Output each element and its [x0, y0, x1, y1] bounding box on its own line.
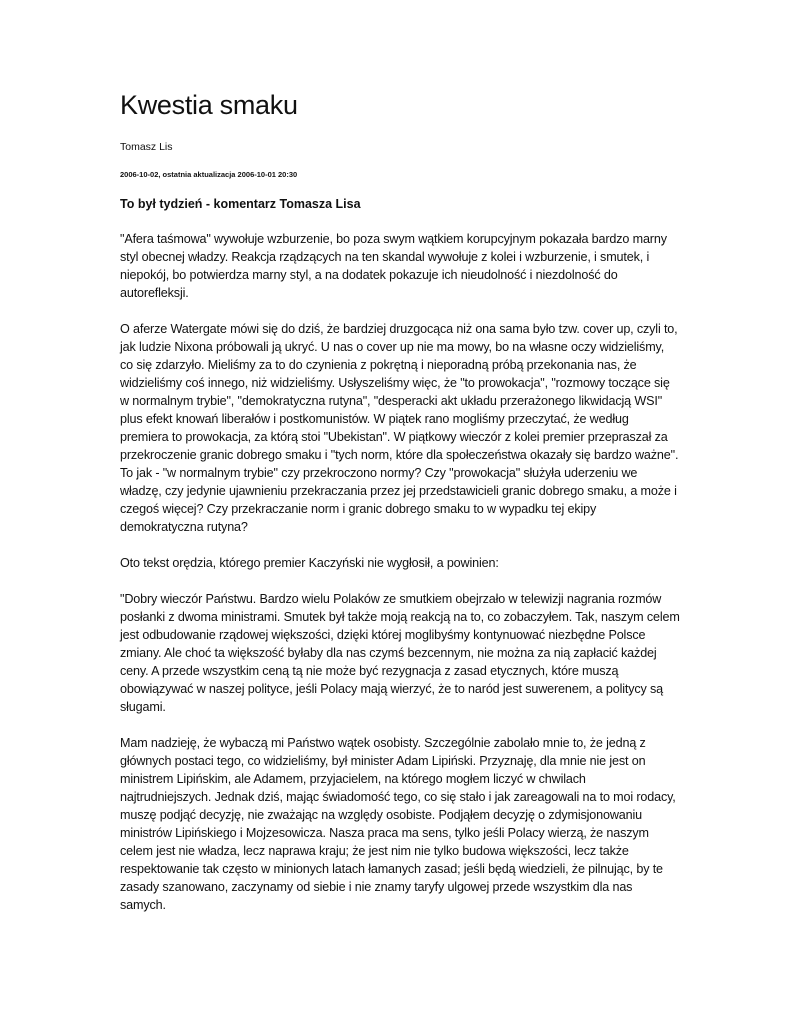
article — [120, 86, 680, 932]
paragraph-2: O aferze Watergate mówi się do dziś, że bardziej druzgocąca niż ona sama było tzw. cover up, czyli to, jak ludzie Nixona próbowali ją ukryć. U nas o cover up nie ma mowy, bo na własne oczy widzieliśmy, co się zdarzyło. Mieliśmy za to do czynienia z pokrętną i nieporadną próbą przekonania nas, że widzieliśmy coś innego, niż widzieliśmy. Usłyszeliśmy więc, że "to prowokacja", "rozmowy toczące się w normalnym trybie", "demokratyczna rutyna", "desperacki akt układu przerażonego likwidacją WSI" plus efekt knowań liberałów i postkomunistów. W piątek rano mogliśmy przeczytać, że według premiera to prowokacja, za którą stoi "Ubekistan". W piątkowy wieczór z kolei premier przepraszał za przekroczenie granic dobrego smaku i "tych norm, które dla społeczeństwa okazały się bardzo ważne". To jak - "w normalnym trybie" czy przekroczono normy? Czy "prowokacja" służyła uderzeniu we władzę, czy jedynie ujawnieniu przekraczania przez jej przedstawicieli granic dobrego smaku, a może i czegoś więcej? Czy przekraczanie norm i granic dobrego smaku to w wypadku tej ekipy demokratyczna rutyna? — [120, 322, 679, 534]
article-author: Tomasz Lis — [120, 141, 173, 153]
article-body — [120, 230, 680, 914]
article-subtitle: To był tydzień - komentarz Tomasza Lisa — [120, 197, 361, 211]
paragraph-4: "Dobry wieczór Państwu. Bardzo wielu Polaków ze smutkiem obejrzało w telewizji nagrania rozmów posłanki z dwoma ministrami. Smutek był także moją reakcją na to, co zobaczyłem. Tak, naszym celem jest odbudowanie rządowej większości, dzięki której moglibyśmy kontynuować niezbędne Polsce zmiany. Ale choć ta większość byłaby dla nas czymś bezcennym, nie można za nią zapłacić każdej ceny. A przede wszystkim ceną tą nie może być rezygnacja z zasad etycznych, które muszą obowiązywać w naszej polityce, jeśli Polacy mają wierzyć, że to naród jest suwerenem, a politycy są sługami. — [120, 592, 680, 714]
article-date: 2006-10-02, ostatnia aktualizacja 2006-10-01 20:30 — [120, 170, 298, 179]
article-title: Kwestia smaku — [120, 90, 298, 120]
paragraph-1: "Afera taśmowa" wywołuje wzburzenie, bo poza swym wątkiem korupcyjnym pokazała bardzo marny styl obecnej władzy. Reakcja rządzących na ten skandal wywołuje z kolei i wzburzenie, i smutek, i niepokój, bo potwierdza marny styl, a na dodatek pokazuje ich nieudolność i niezdolność do autorefleksji. — [120, 232, 667, 300]
paragraph-5: Mam nadzieję, że wybaczą mi Państwo wątek osobisty. Szczególnie zabolało mnie to, że jedną z głównych postaci tego, co widzieliśmy, był minister Adam Lipiński. Przyznaję, dla mnie nie jest on ministrem Lipińskim, ale Adamem, przyjacielem, na którego mogłem liczyć w chwilach najtrudniejszych. Jednak dziś, mając świadomość tego, co się stało i jak zareagowali na to moi rodacy, muszę podjąć decyzję, nie zważając na względy osobiste. Podjąłem decyzję o zdymisjonowaniu ministrów Lipińskiego i Mojzesowicza. Nasza praca ma sens, tylko jeśli Polacy wierzą, że naszym celem jest nie władza, lecz naprawa kraju; że jest nim nie tylko budowa większości, lecz także respektowanie tak często w minionych latach łamanych zasad; jeśli będą wiedzieli, że pilnując, by te zasady szanowano, zaczynamy od siebie i nie znamy taryfy ulgowej przede wszystkim dla nas samych. — [120, 736, 676, 912]
paragraph-3: Oto tekst orędzia, którego premier Kaczyński nie wygłosił, a powinien: — [120, 556, 499, 570]
